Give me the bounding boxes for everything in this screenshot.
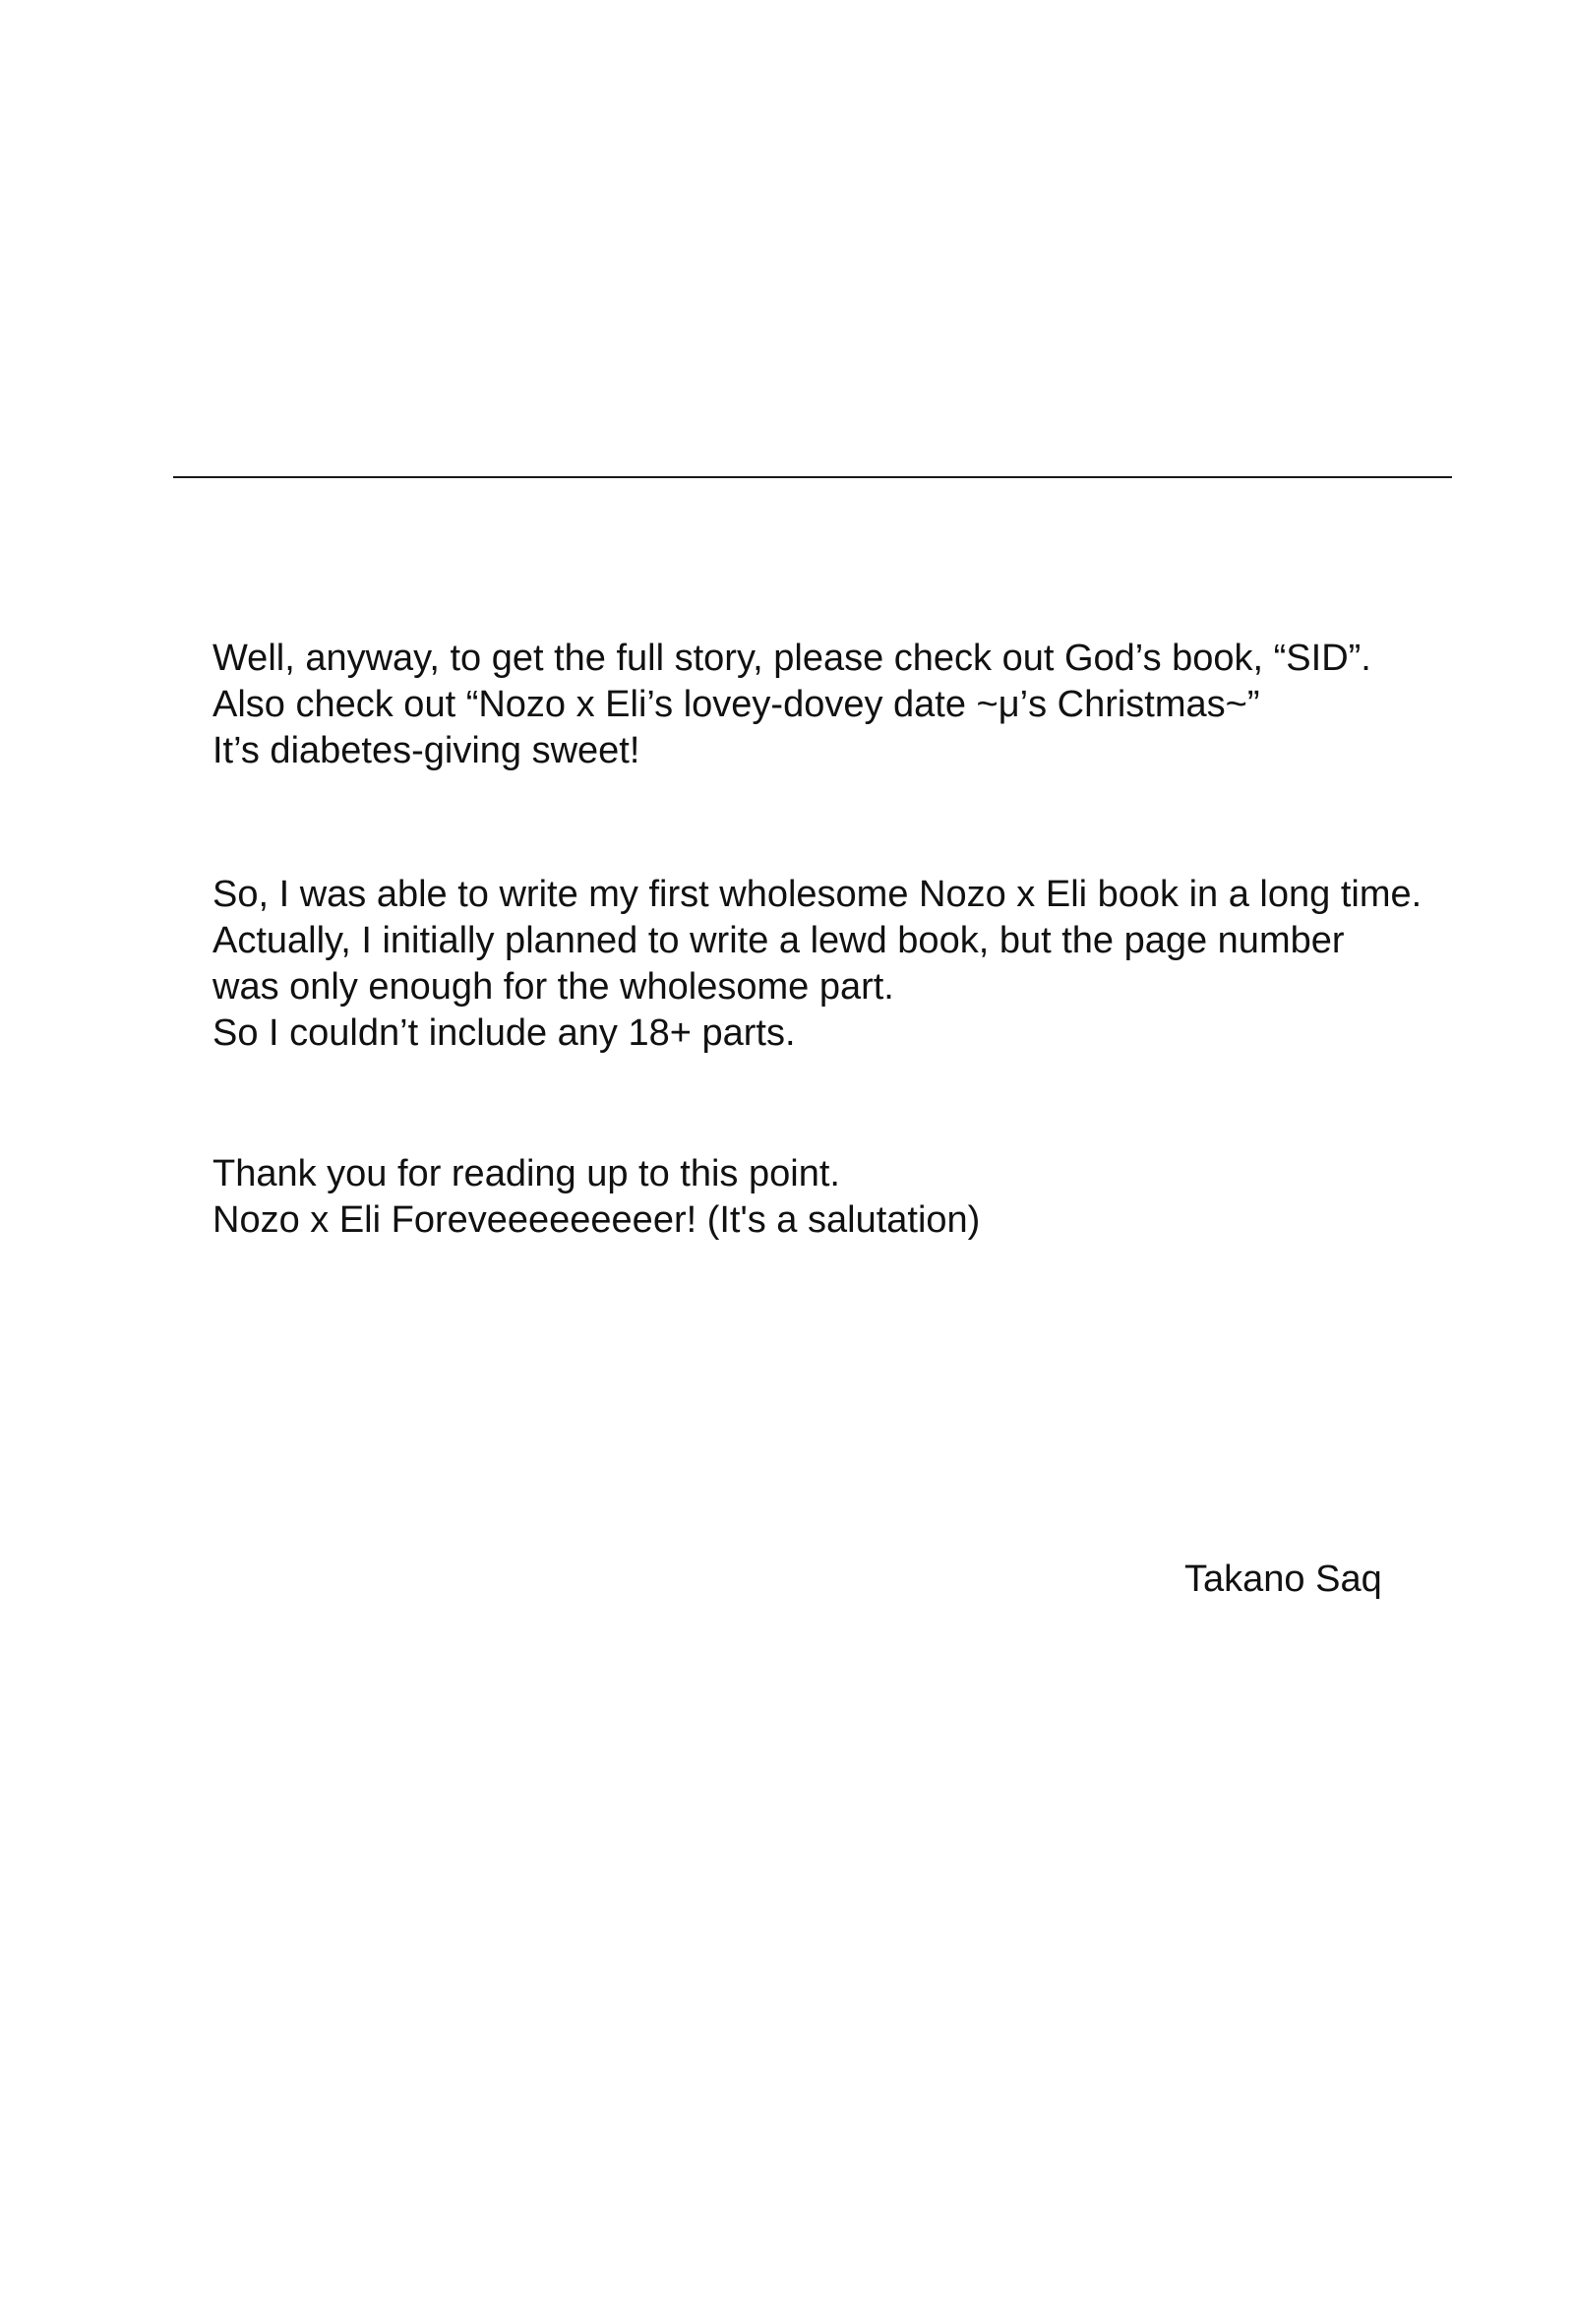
- paragraph-thanks: [212, 1151, 1452, 1244]
- text-line: It’s diabetes-giving sweet!: [212, 730, 640, 771]
- text-line: Thank you for reading up to this point.: [212, 1153, 840, 1194]
- horizontal-divider: [173, 476, 1452, 478]
- text-line: Actually, I initially planned to write a lewd book, but the page number: [212, 920, 1345, 961]
- paragraph-book-notes: [212, 872, 1452, 1057]
- text-line: Nozo x Eli Foreveeeeeeeeer! (It's a salutation): [212, 1199, 981, 1241]
- author-signature: Takano Saq: [1184, 1559, 1382, 1600]
- text-line: So, I was able to write my first wholesome Nozo x Eli book in a long time.: [212, 874, 1423, 915]
- paragraph-recommendations: [212, 636, 1452, 774]
- text-line: So I couldn’t include any 18+ parts.: [212, 1012, 796, 1054]
- text-line: Also check out “Nozo x Eli’s lovey-dovey date ~μ’s Christmas~”: [212, 684, 1260, 725]
- text-line: was only enough for the wholesome part.: [212, 966, 894, 1008]
- text-line: Well, anyway, to get the full story, please check out God’s book, “SID”.: [212, 638, 1371, 679]
